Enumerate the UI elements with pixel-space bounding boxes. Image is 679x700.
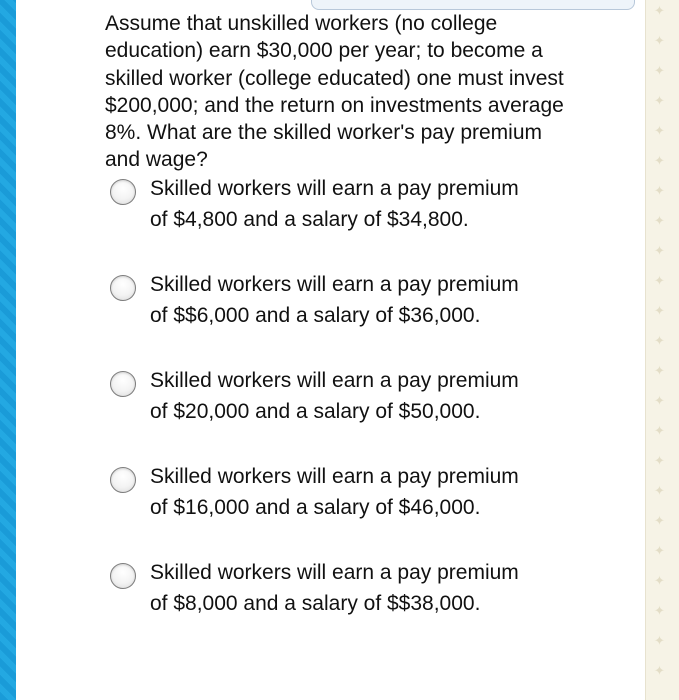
answer-option-label: Skilled workers will earn a pay premium of $8,000 and a salary of $$38,000. bbox=[150, 561, 519, 615]
answer-option[interactable] bbox=[110, 462, 530, 558]
answer-option-label: Skilled workers will earn a pay premium of $4,800 and a salary of $34,800. bbox=[150, 177, 519, 231]
answer-option-label: Skilled workers will earn a pay premium of $$6,000 and a salary of $36,000. bbox=[150, 273, 519, 327]
question-text: Assume that unskilled workers (no college education) earn $30,000 per year; to become a skilled worker (college educated) one must invest $200,000; and the return on investments average 8%. What are the skilled worker's pay premium and wage? bbox=[105, 12, 564, 172]
radio-icon[interactable] bbox=[110, 371, 136, 397]
question-card bbox=[16, 0, 644, 700]
right-decorative-pattern: ✦ ✦ ✦ ✦ ✦ ✦ ✦ ✦ ✦ ✦ ✦ ✦ ✦ ✦ ✦ ✦ ✦ ✦ ✦ ✦ ✦ ✦ ✦ bbox=[645, 0, 679, 700]
radio-icon[interactable] bbox=[110, 563, 136, 589]
radio-icon[interactable] bbox=[110, 179, 136, 205]
radio-icon[interactable] bbox=[110, 467, 136, 493]
top-tab bbox=[311, 0, 635, 10]
radio-icon[interactable] bbox=[110, 275, 136, 301]
answer-option[interactable] bbox=[110, 366, 530, 462]
answer-options bbox=[110, 174, 530, 654]
left-accent-strip bbox=[0, 0, 16, 700]
answer-option-label: Skilled workers will earn a pay premium of $20,000 and a salary of $50,000. bbox=[150, 369, 519, 423]
answer-option[interactable] bbox=[110, 558, 530, 654]
answer-option[interactable] bbox=[110, 270, 530, 366]
answer-option-label: Skilled workers will earn a pay premium of $16,000 and a salary of $46,000. bbox=[150, 465, 519, 519]
answer-option[interactable] bbox=[110, 174, 530, 270]
